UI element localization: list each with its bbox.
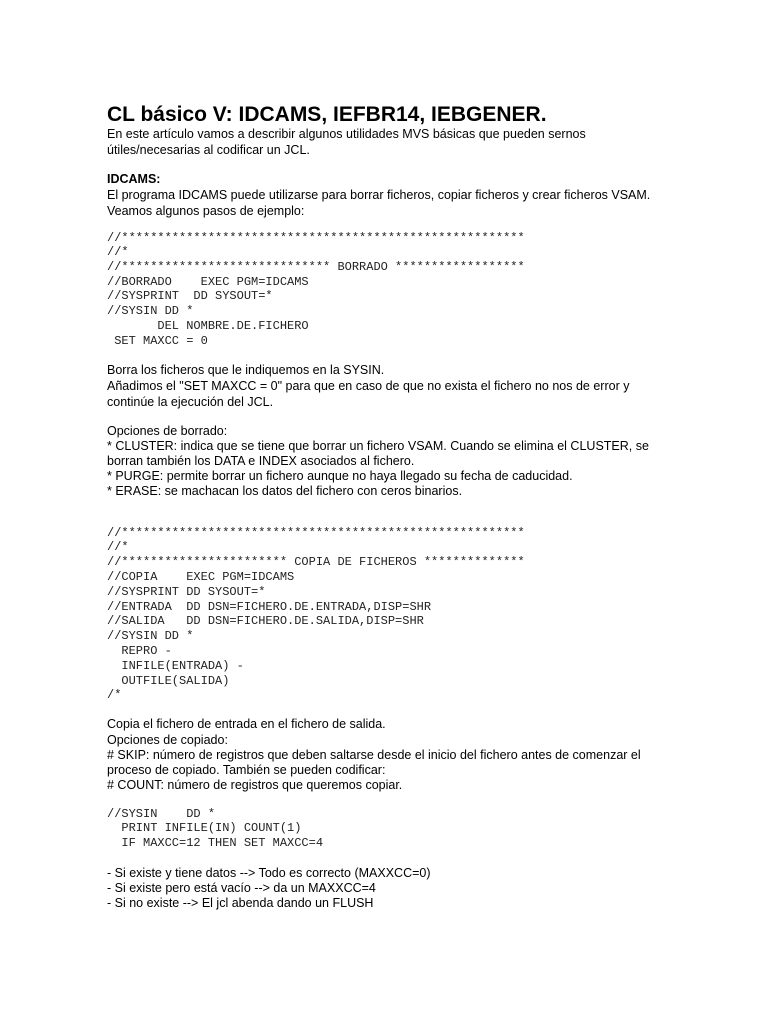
code-line: //*: [107, 540, 129, 555]
paragraph-line: Añadimos el "SET MAXCC = 0" para que en caso de que no exista el fichero no nos de error y: [107, 379, 630, 393]
code-line: //*********************** COPIA DE FICHEROS **************: [107, 555, 525, 570]
paragraph-line: continúe la ejecución del JCL.: [107, 395, 274, 409]
code-block-copia: [107, 526, 525, 704]
code-line: //SYSIN DD *: [107, 629, 194, 644]
code-line: //*: [107, 245, 129, 260]
page-title: CL básico V: IDCAMS, IEFBR14, IEBGENER.: [107, 103, 547, 126]
idcams-section: [107, 171, 650, 219]
code-line: //SALIDA DD DSN=FICHERO.DE.SALIDA,DISP=SHR: [107, 614, 424, 629]
options-heading: Opciones de borrado:: [107, 423, 228, 438]
code-line: IF MAXCC=12 THEN SET MAXCC=4: [107, 835, 324, 850]
code-line: SET MAXCC = 0: [107, 333, 208, 348]
code-line: PRINT INFILE(IN) COUNT(1): [107, 821, 302, 836]
paragraph-line: Copia el fichero de entrada en el fichero de salida.: [107, 717, 386, 732]
code-line: INFILE(ENTRADA) -: [107, 658, 244, 673]
code-line: //SYSIN DD *: [107, 304, 194, 319]
idcams-intro-line: Veamos algunos pasos de ejemplo:: [107, 204, 305, 218]
count-results-list: [107, 866, 431, 911]
code-line: //SYSPRINT DD SYSOUT=*: [107, 289, 273, 304]
code-line: //COPIA EXEC PGM=IDCAMS: [107, 569, 295, 584]
code-line: //********************************************************: [107, 525, 525, 540]
option-line: * PURGE: permite borrar un fichero aunque no haya llegado su fecha de caducidad.: [107, 468, 573, 483]
intro-line: En este artículo vamos a describir algunos utilidades MVS básicas que pueden sernos: [107, 127, 586, 141]
code-line: OUTFILE(SALIDA): [107, 673, 230, 688]
code-line: //SYSPRINT DD SYSOUT=*: [107, 584, 266, 599]
options-heading: Opciones de copiado:: [107, 732, 228, 747]
idcams-intro-line: El programa IDCAMS puede utilizarse para borrar ficheros, copiar ficheros y crear ficheros VSAM.: [107, 188, 651, 202]
option-line: * ERASE: se machacan los datos del fichero con ceros binarios.: [107, 483, 463, 498]
section-heading-idcams: IDCAMS:: [107, 172, 161, 186]
code-line: REPRO -: [107, 643, 172, 658]
option-line: # COUNT: número de registros que queremos copiar.: [107, 778, 403, 793]
intro-line: útiles/necesarias al codificar un JCL.: [107, 143, 310, 157]
option-line: # SKIP: número de registros que deben saltarse desde el inicio del fichero antes de comenzar el: [107, 747, 641, 762]
intro-paragraph: [107, 126, 586, 158]
code-line: //********************************************************: [107, 230, 525, 245]
borrado-description: [107, 362, 629, 410]
list-item: - Si existe y tiene datos --> Todo es correcto (MAXXCC=0): [107, 865, 431, 880]
code-line: //***************************** BORRADO ******************: [107, 260, 525, 274]
option-line: borran también los DATA e INDEX asociados al fichero.: [107, 453, 415, 468]
code-line: //SYSIN DD *: [107, 806, 216, 821]
option-line: proceso de copiado. También se pueden codificar:: [107, 763, 386, 778]
list-item: - Si existe pero está vacío --> da un MAXXCC=4: [107, 880, 376, 895]
code-block-borrado: [107, 231, 525, 349]
code-block-count: [107, 807, 323, 851]
code-line: //ENTRADA DD DSN=FICHERO.DE.ENTRADA,DISP=SHR: [107, 599, 432, 614]
code-line: DEL NOMBRE.DE.FICHERO: [107, 318, 309, 333]
list-item: - Si no existe --> El jcl abenda dando un FLUSH: [107, 895, 374, 910]
paragraph-line: Borra los ficheros que le indiquemos en la SYSIN.: [107, 363, 385, 377]
option-line: * CLUSTER: indica que se tiene que borrar un fichero VSAM. Cuando se elimina el CLUSTER, se: [107, 438, 649, 453]
code-line: //BORRADO EXEC PGM=IDCAMS: [107, 274, 309, 289]
borrado-options: [107, 424, 649, 499]
copia-description: [107, 717, 641, 793]
code-line: /*: [107, 688, 122, 703]
